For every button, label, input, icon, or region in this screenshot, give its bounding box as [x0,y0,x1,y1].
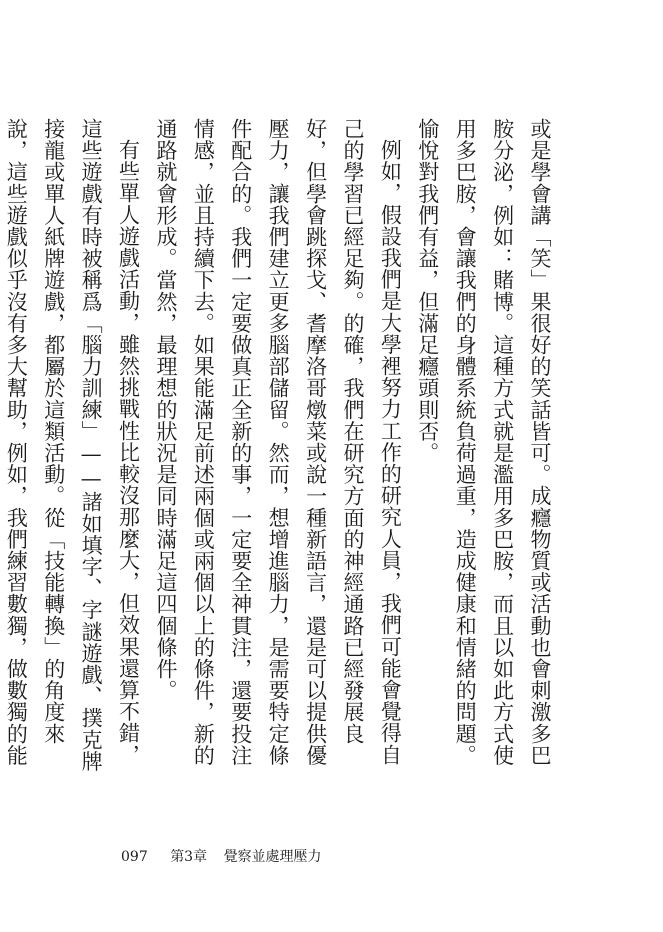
page-number: 097 [121,849,148,865]
chapter-title: 覺察並處理壓力 [223,849,322,865]
paragraph-2: 例如，假設我們是大學裡努力工作的研究人員，我們可能會覺得自己的學習已經足夠。的確，我們在研究方面的神經通路已經發展良好，但學會跳探戈、耆摩洛哥燉菜或說一種新語言，還是可以提供優壓力，讓我們建立更多腦部儲留。然而，想增進腦力，是需要特定條件配合的。我們一定要做真正全新的事，一定要全神貫注，還要投注情感，並且持續下去。如果能滿足前述兩個或兩個以上的條件，新的通路就會形成。當然，最理想的狀況是同時滿足這四個條件。 [153,118,403,766]
chapter-label: 第3章 [170,849,208,865]
vertical-text-body [4,118,558,778]
paragraph-1: 或是學會講「笑」果很好的笑話皆可。成癮物質或活動也會刺激多巴胺分泌，例如：賭博。這種方式就是濫用多巴胺，而且以如此方式使用多巴胺，會讓我們的身體系統負荷過重，造成健康和情緒的問題。愉悅對我們有益，但滿足癮頭則否。 [415,118,552,766]
page-footer [121,846,322,866]
paragraph-3: 有些單人遊戲活動，雖然挑戰性比較沒那麼大，但效果還算不錯，這些遊戲有時被稱爲「腦力訓練」——諸如填字、字謎遊戲、撲克牌接龍或單人紙牌遊戲，都屬於這類活動。從「技能轉換」的角度來說，這些遊戲似乎沒有多大幫助，例如，我們練習數獨，做數獨的能 [4,118,141,772]
